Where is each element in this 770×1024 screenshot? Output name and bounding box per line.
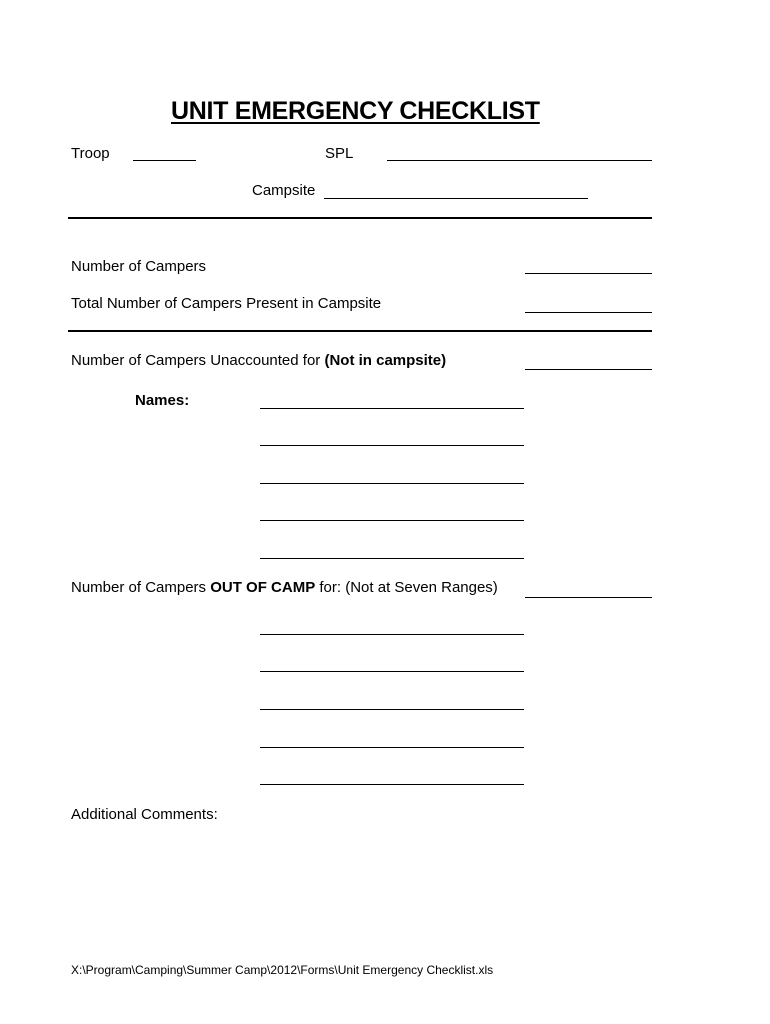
out-of-camp-name-field[interactable] [260,634,524,635]
page-title: UNIT EMERGENCY CHECKLIST [171,97,540,125]
unaccounted-count-field[interactable] [525,369,652,370]
campers-present-field[interactable] [525,312,652,313]
unaccounted-name-field[interactable] [260,520,524,521]
unaccounted-name-field[interactable] [260,483,524,484]
section-divider [68,330,652,332]
campers-present-label: Total Number of Campers Present in Campsite [71,295,382,312]
troop-field[interactable] [133,160,196,161]
spl-label: SPL [325,145,354,162]
names-label: Names: [135,392,190,409]
unaccounted-name-field[interactable] [260,558,524,559]
unaccounted-label-prefix: Number of Campers Unaccounted for [71,352,325,369]
out-of-camp-label-prefix: Number of Campers [71,579,211,596]
campsite-field[interactable] [324,198,588,199]
unaccounted-name-field[interactable] [260,408,524,409]
number-of-campers-field[interactable] [525,273,652,274]
out-of-camp-label-emphasis: OUT OF CAMP [210,579,316,596]
number-of-campers-label: Number of Campers [71,258,207,275]
file-path-footer: X:\Program\Camping\Summer Camp\2012\Forms\Unit Emergency Checklist.xls [71,963,494,977]
unaccounted-name-field[interactable] [260,445,524,446]
troop-label: Troop [71,145,110,162]
out-of-camp-label [71,579,498,597]
out-of-camp-count-field[interactable] [525,597,652,598]
campsite-label: Campsite [252,182,316,199]
section-divider [68,217,652,219]
out-of-camp-name-field[interactable] [260,709,524,710]
additional-comments-label: Additional Comments: [71,806,218,823]
out-of-camp-name-field[interactable] [260,784,524,785]
out-of-camp-label-suffix: for: (Not at Seven Ranges) [315,579,498,596]
out-of-camp-name-field[interactable] [260,747,524,748]
unaccounted-label [71,352,446,370]
spl-field[interactable] [387,160,652,161]
out-of-camp-name-field[interactable] [260,671,524,672]
unaccounted-label-emphasis: (Not in campsite) [324,352,447,369]
